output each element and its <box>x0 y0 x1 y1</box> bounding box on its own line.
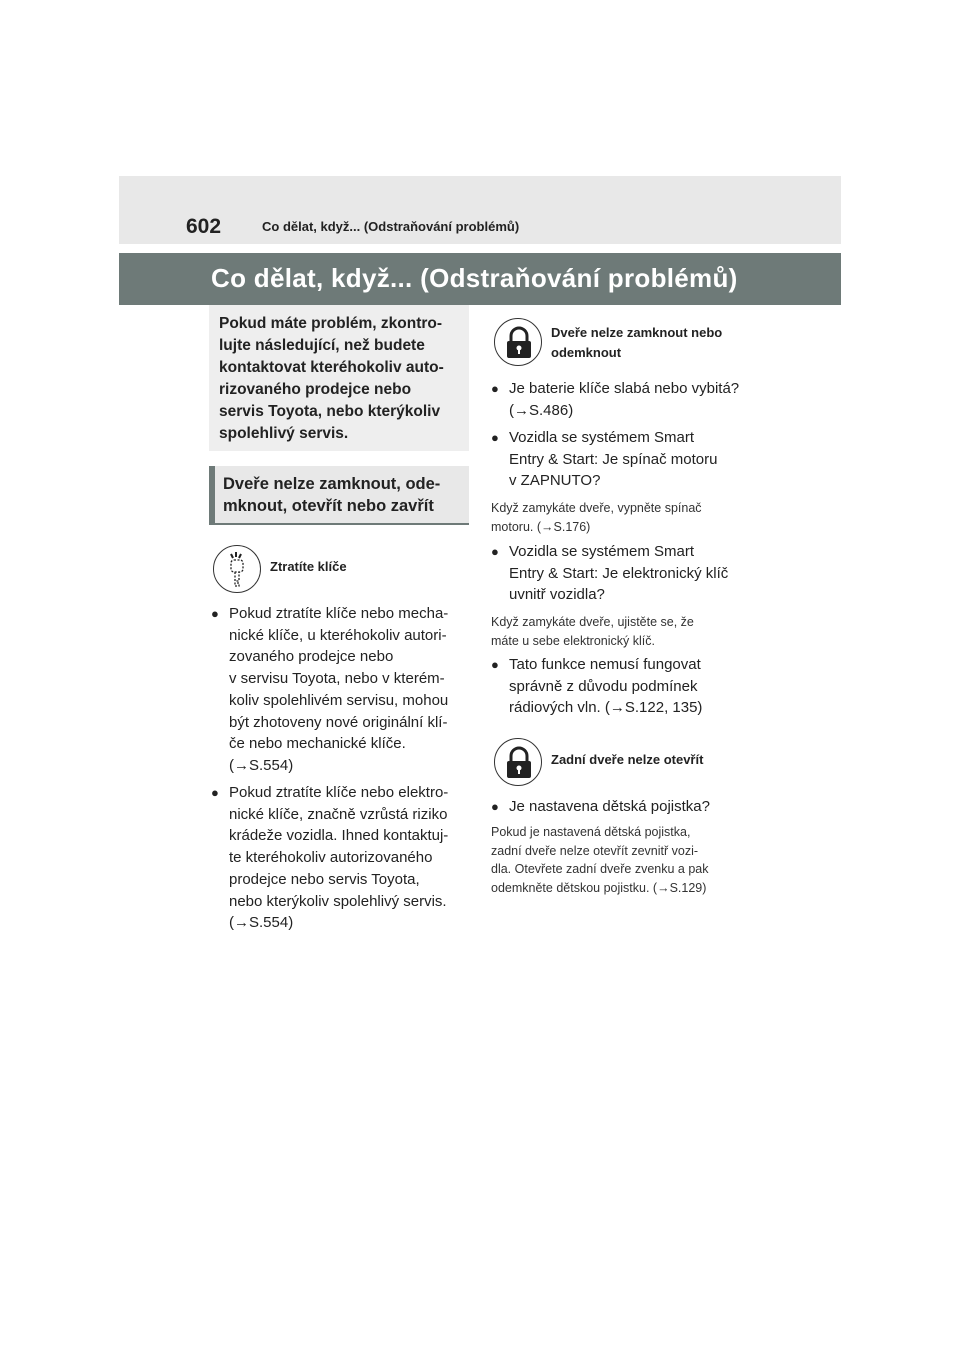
rear-door-label: Zadní dveře nelze otevřít <box>551 752 704 767</box>
bullet-line: nebo kterýkoliv spolehlivý servis. <box>229 892 447 910</box>
bullet-line: ● Pokud ztratíte klíče nebo elektro- <box>229 784 449 801</box>
bullet-line: (→S.554) <box>229 756 294 774</box>
list-item <box>491 654 753 719</box>
list-item <box>211 603 471 777</box>
list-item <box>211 782 471 934</box>
bullet-line: prodejce nebo servis Toyota, <box>229 870 420 888</box>
bullet-line: ● Je baterie klíče slabá nebo vybitá? <box>509 380 740 397</box>
note-line: zadní dveře nelze otevřít zevnitř vozi- <box>491 843 699 858</box>
note-line: dla. Otevřete zadní dveře zvenku a pak <box>491 862 709 876</box>
list-item <box>491 541 753 606</box>
section-heading <box>209 466 469 525</box>
intro-line: Pokud máte problém, zkontro- <box>219 315 443 332</box>
bullet-line: te kteréhokoliv autorizovaného <box>229 849 433 867</box>
bullet-line: koliv spolehlivém servisu, mohou <box>229 691 449 709</box>
note <box>491 613 694 650</box>
bullet-line: ● Vozidla se systémem Smart <box>509 429 695 446</box>
lock-label-line: odemknout <box>551 345 622 360</box>
bullet-line: Entry & Start: Je elektronický klíč <box>509 564 729 582</box>
bullet-line: uvnitř vozidla? <box>509 586 605 604</box>
section-heading-line: mknout, otevřít nebo zavřít <box>223 497 434 515</box>
intro-box <box>209 305 469 451</box>
bullet-line: ● Pokud ztratíte klíče nebo mecha- <box>229 605 449 622</box>
list-item <box>491 796 753 818</box>
note-line: odemkněte dětskou pojistku. (→S.129) <box>491 880 707 895</box>
lock-label-line: Dveře nelze zamknout nebo <box>551 325 723 340</box>
bullet-line: Entry & Start: Je spínač motoru <box>509 450 718 468</box>
bullet-line: ● Vozidla se systémem Smart <box>509 543 695 560</box>
page-title: Co dělat, když... (Odstraňování problémů) <box>211 263 738 293</box>
note-line: Pokud je nastavená dětská pojistka, <box>491 825 691 839</box>
note-line: Když zamykáte dveře, vypněte spínač <box>491 501 702 515</box>
note-line: motoru. (→S.176) <box>491 519 591 534</box>
note-line: máte u sebe elektronický klíč. <box>491 633 655 648</box>
intro-line: rizovaného prodejce nebo <box>219 381 412 398</box>
bullet-line: nické klíče, značně vzrůstá riziko <box>229 805 448 823</box>
bullet-line: ● Je nastavena dětská pojistka? <box>509 798 710 815</box>
bullet-line: krádeže vozidla. Ihned kontaktuj- <box>229 827 449 845</box>
bullet-line: nické klíče, u kteréhokoliv autori- <box>229 626 447 644</box>
note <box>491 823 709 897</box>
intro-line: spolehlivý servis. <box>219 425 349 442</box>
list-item <box>491 427 753 492</box>
lock-label <box>551 323 722 363</box>
bullet-line: ● Tato funkce nemusí fungovat <box>509 656 701 673</box>
note-line: Když zamykáte dveře, ujistěte se, že <box>491 615 694 629</box>
note <box>491 499 702 536</box>
intro-line: lujte následující, než budete <box>219 337 425 354</box>
bullet-line: zovaného prodejce nebo <box>229 648 394 666</box>
bullet-line: če nebo mechanické klíče. <box>229 735 406 753</box>
lost-keys-label: Ztratíte klíče <box>270 559 347 574</box>
bullet-line: správně z důvodu podmínek <box>509 677 698 695</box>
list-item <box>491 378 753 421</box>
title-bar <box>119 253 841 305</box>
bullet-line: v servisu Toyota, nebo v kterém- <box>229 670 445 688</box>
bullet-line: v ZAPNUTO? <box>509 472 601 490</box>
running-title: Co dělat, když... (Odstraňování problémů) <box>262 219 520 234</box>
bullet-line: být zhotoveny nové originální klí- <box>229 713 448 731</box>
lock-icon <box>494 318 542 366</box>
bullet-line: (→S.554) <box>229 914 294 932</box>
intro-line: kontaktovat kteréhokoliv auto- <box>219 359 444 376</box>
key-icon <box>213 545 261 593</box>
bullet-line: (→S.486) <box>509 401 574 419</box>
section-heading-line: Dveře nelze zamknout, ode- <box>223 475 441 493</box>
page-number: 602 <box>186 215 222 238</box>
intro-line: servis Toyota, nebo kterýkoliv <box>219 403 441 420</box>
lock-icon <box>494 738 542 786</box>
bullet-line: rádiových vln. (→S.122, 135) <box>509 699 703 717</box>
